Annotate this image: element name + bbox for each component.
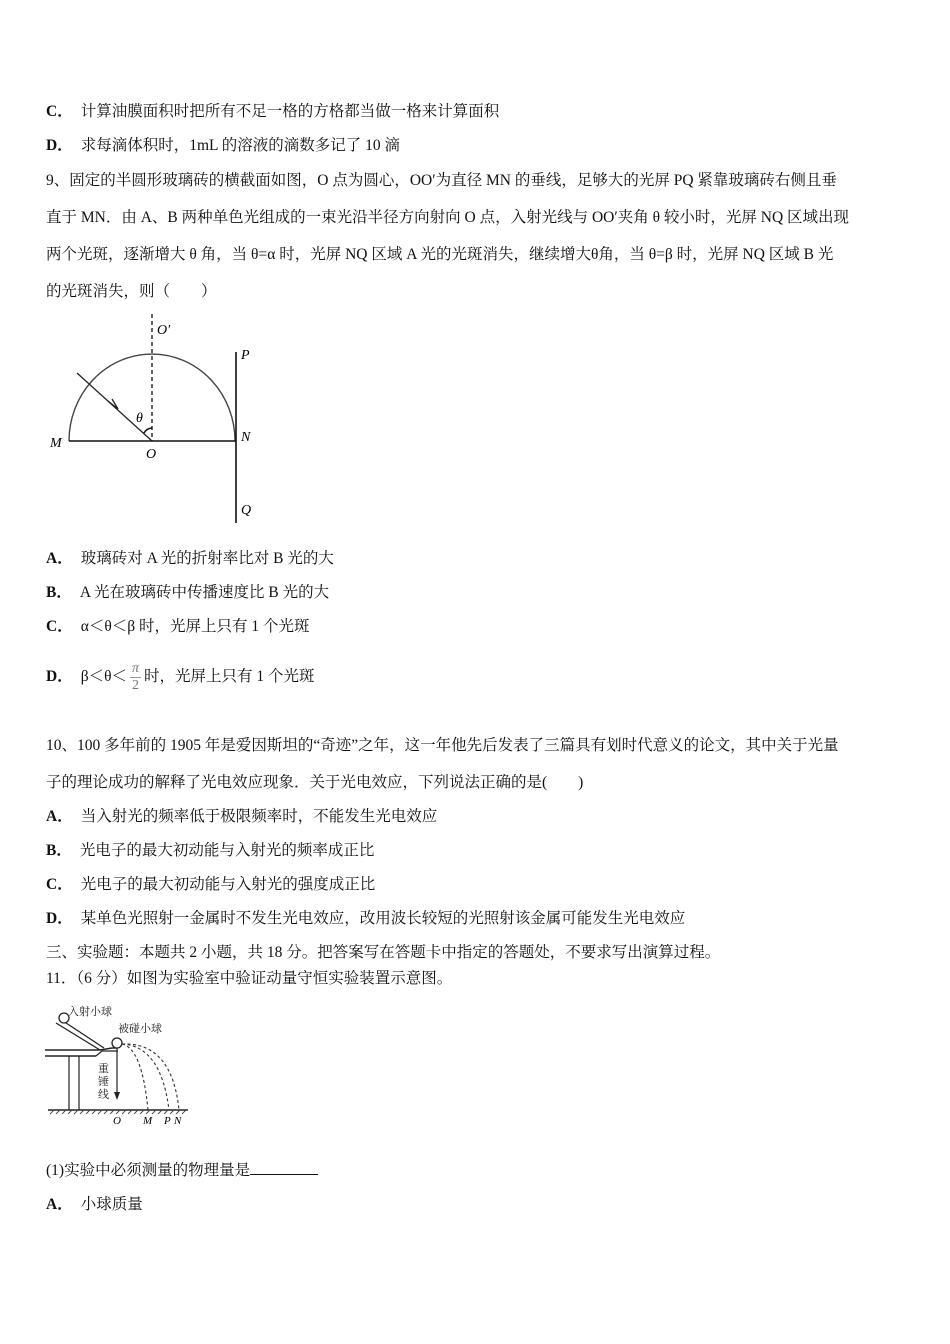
option-label: A． (46, 550, 73, 567)
option-label: C． (46, 103, 73, 120)
option-label: D． (46, 137, 73, 154)
label-p: P (164, 1115, 171, 1127)
label-n: N (174, 1115, 182, 1127)
q8-option-c (46, 102, 499, 122)
label-p: P (241, 348, 250, 363)
label-o-prime: O′ (157, 323, 171, 338)
q9-option-c (46, 617, 310, 637)
option-text: 计算油膜面积时把所有不足一格的方格都当做一格来计算面积 (80, 103, 500, 120)
option-label: C． (46, 876, 73, 893)
section-3-heading: 三、实验题：本题共 2 小题，共 18 分。把答案写在答题卡中指定的答题处，不要求写出演算过程。 (46, 944, 721, 961)
fraction-numerator: π (132, 660, 140, 676)
q11-option-a (46, 1195, 143, 1215)
q9-stem-line-4: 的光斑消失，则（ ） (46, 283, 217, 300)
option-text: 玻璃砖对 A 光的折射率比对 B 光的大 (80, 550, 334, 567)
q9-stem-line-2: 直于 MN．由 A、B 两种单色光组成的一束光沿半径方向射向 O 点，入射光线与 OO′夹角 θ 较小时，光屏 NQ 区域出现 (46, 209, 850, 226)
label-target-ball: 被碰小球 (118, 1022, 162, 1035)
q10-stem-line-1: 10、100 多年前的 1905 年是爱因斯坦的“奇迹”之年，这一年他先后发表了三篇具有划时代意义的论文，其中关于光量 (46, 737, 839, 754)
option-text: 光电子的最大初动能与入射光的频率成正比 (79, 842, 375, 859)
option-label: C． (46, 618, 73, 635)
theta-arc (144, 428, 152, 433)
q9-semicircle-diagram (40, 310, 280, 535)
answer-blank (250, 1160, 318, 1175)
option-text: 光电子的最大初动能与入射光的强度成正比 (80, 876, 376, 893)
arrow-icon (108, 399, 118, 409)
option-text: 某单色光照射一金属时不发生光电效应，改用波长较短的光照射该金属可能发生光电效应 (80, 910, 686, 927)
trajectory-m (122, 1044, 148, 1110)
option-label: D． (46, 910, 73, 927)
label-m: M (143, 1115, 153, 1127)
option-text: 小球质量 (80, 1196, 143, 1213)
q10-option-a (46, 807, 437, 827)
q10-option-d (46, 909, 685, 929)
target-ball (112, 1038, 122, 1048)
q11-stem: 11．（6 分）如图为实验室中验证动量守恒实验装置示意图。 (46, 970, 453, 987)
q11-sub-question-1 (46, 1160, 318, 1181)
option-text: 当入射光的频率低于极限频率时，不能发生光电效应 (80, 808, 438, 825)
q9-option-b (46, 583, 329, 603)
trajectory-n (122, 1044, 179, 1110)
incline-ramp (56, 1023, 100, 1050)
q9-option-d (46, 660, 315, 694)
q10-option-b (46, 841, 374, 861)
trajectory-p (122, 1044, 169, 1110)
q9-option-a (46, 549, 334, 569)
label-o: O (146, 447, 157, 462)
option-label: A． (46, 1196, 73, 1213)
option-text-before: β＜θ＜ (80, 668, 128, 685)
q9-stem-line-3: 两个光斑，逐渐增大 θ 角，当 θ=α 时，光屏 NQ 区域 A 光的光斑消失，继续增大θ角，当 θ=β 时，光屏 NQ 区域 B 光 (46, 246, 834, 263)
label-q: Q (241, 503, 252, 518)
option-text: 求每滴体积时，1mL 的溶液的滴数多记了 10 滴 (80, 137, 401, 154)
fraction-denominator: 2 (132, 677, 140, 693)
q11-momentum-apparatus-diagram (40, 1000, 200, 1135)
option-text: α＜θ＜β 时，光屏上只有 1 个光斑 (80, 618, 310, 635)
label-plumb-line: 重锤线 (98, 1062, 109, 1101)
fraction-pi-over-2 (130, 661, 141, 694)
label-theta: θ (136, 411, 143, 426)
option-label: B． (46, 842, 72, 859)
label-incident-ball: 入射小球 (68, 1005, 112, 1018)
option-text-after: 时，光屏上只有 1 个光斑 (144, 668, 315, 685)
label-n: N (241, 430, 251, 445)
sub-question-text: (1)实验中必须测量的物理量是 (46, 1162, 251, 1179)
label-m: M (50, 436, 62, 451)
q9-stem-line-1: 9、固定的半圆形玻璃砖的横截面如图，O 点为圆心，OO′为直径 MN 的垂线，足够大的光屏 PQ 紧靠玻璃砖右侧且垂 (46, 172, 837, 189)
arrow-down-icon (114, 1092, 120, 1100)
q10-stem-line-2: 子的理论成功的解释了光电效应现象．关于光电效应，下列说法正确的是( ) (46, 774, 584, 791)
option-text: A 光在玻璃砖中传播速度比 B 光的大 (79, 584, 330, 601)
q8-option-d (46, 136, 400, 156)
option-label: B． (46, 584, 72, 601)
option-label: A． (46, 808, 73, 825)
option-label: D． (46, 668, 73, 685)
q10-option-c (46, 875, 375, 895)
label-o: O (113, 1115, 121, 1127)
